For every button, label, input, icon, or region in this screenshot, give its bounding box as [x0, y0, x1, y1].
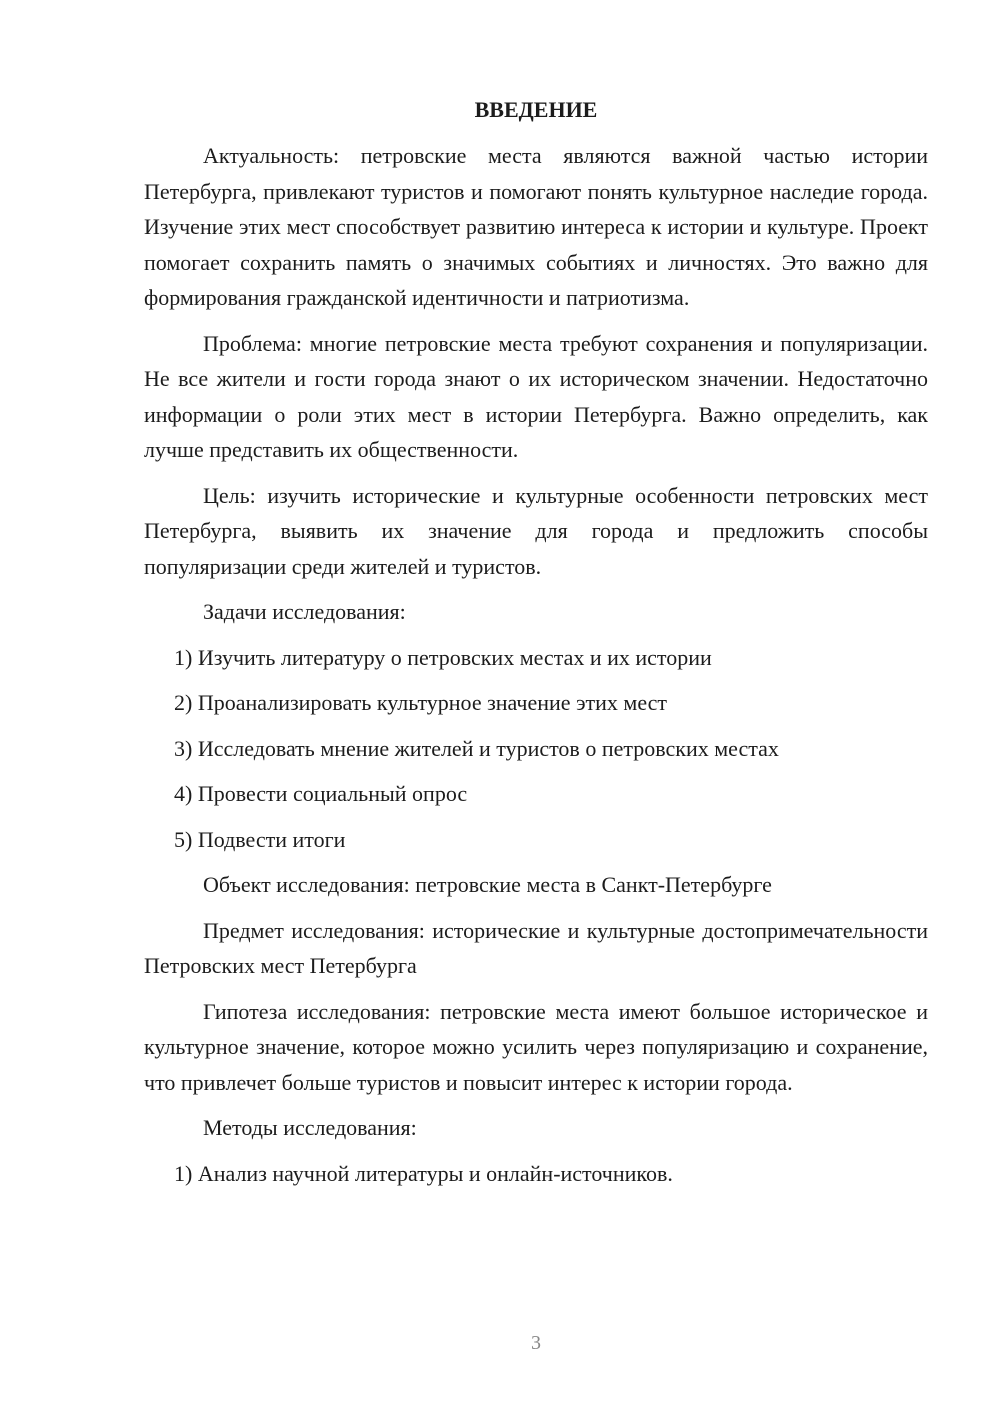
paragraph-object: Объект исследования: петровские места в Санкт-Петербурге	[203, 872, 772, 897]
task-item: 4) Провести социальный опрос	[174, 781, 468, 806]
methods-heading: Методы исследования:	[203, 1115, 417, 1140]
paragraph-subject: Предмет исследования: исторические и культурные достопримечательности Петровских мест Петербурга	[144, 917, 928, 978]
task-item: 2) Проанализировать культурное значение этих мест	[174, 690, 668, 715]
page-number: 3	[531, 1332, 541, 1354]
task-item: 1) Изучить литературу о петровских местах и их истории	[174, 644, 712, 670]
task-item: 3) Исследовать мнение жителей и туристов о петровских местах	[174, 735, 779, 761]
task-item: 5) Подвести итоги	[174, 826, 346, 852]
section-title: ВВЕДЕНИЕ	[474, 97, 598, 122]
paragraph-relevance: Актуальность: петровские места являются важной частью истории Петербурга, привлекают туристов и помогают понять культурное наследие города. Изучение этих мест способствует развитию интереса к истории и культуре. Проект помогает сохранить память о значимых событиях и личностях. Это важно для формирования гражданской идентичности и патриотизма.	[144, 143, 928, 310]
paragraph-goal: Цель: изучить исторические и культурные особенности петровских мест Петербурга, выявить их значение для города и предложить способы популяризации среди жителей и туристов.	[144, 482, 928, 579]
paragraph-hypothesis: Гипотеза исследования: петровские места имеют большое историческое и культурное значение, которое можно усилить через популяризацию и сохранение, что привлечет больше туристов и повысит интерес к истории города.	[144, 998, 928, 1095]
paragraph-problem: Проблема: многие петровские места требуют сохранения и популяризации. Не все жители и гости города знают о их историческом значении. Недостаточно информации о роли этих мест в истории Петербурга. Важно определить, как лучше представить их общественности.	[144, 330, 928, 462]
method-item: 1) Анализ научной литературы и онлайн-источников.	[174, 1160, 673, 1186]
document-page	[144, 92, 928, 1201]
tasks-heading: Задачи исследования:	[203, 599, 406, 624]
